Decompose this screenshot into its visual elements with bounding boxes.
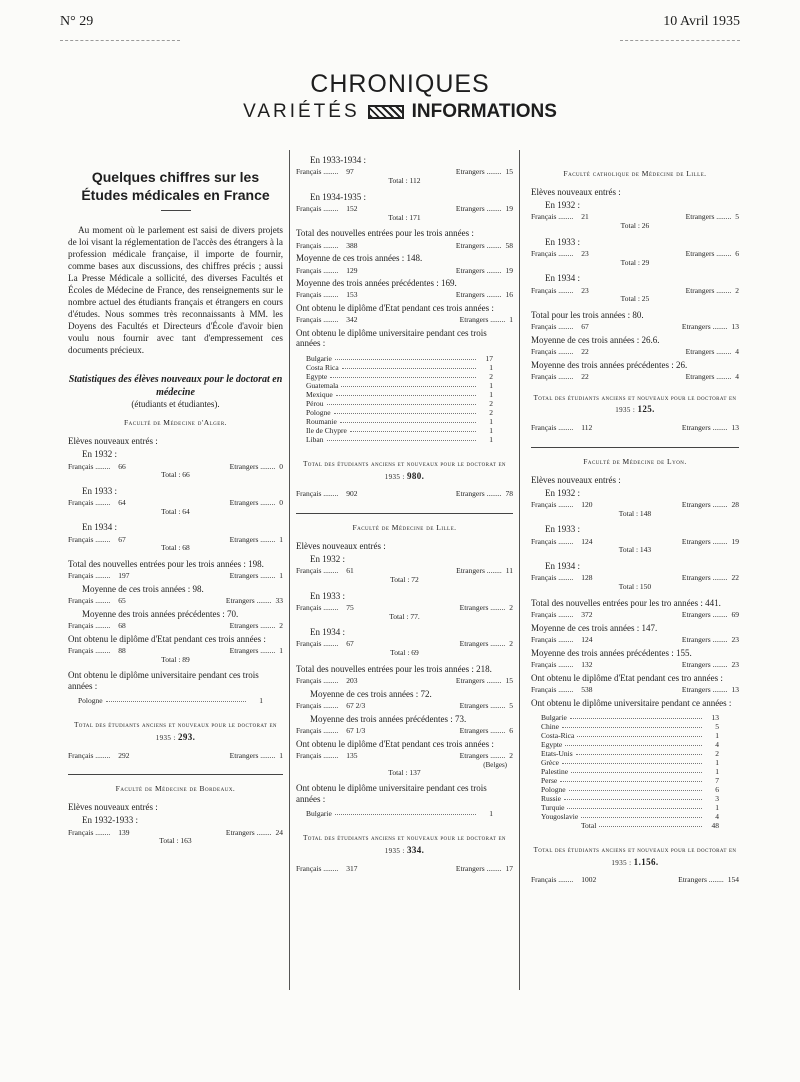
year-label: En 1934-1935 : bbox=[310, 191, 366, 202]
country-row: Chine 5 bbox=[541, 721, 719, 731]
stats-subtitle: (étudiants et étudiantes). bbox=[131, 398, 220, 409]
year-label: En 1933 : bbox=[310, 590, 345, 601]
diploma-total: Total : 137 bbox=[388, 767, 421, 777]
grand-total: Total des étudiants anciens et nouveaux pour le doctorat en 1935 : 125. bbox=[533, 393, 737, 415]
count-row: Français ........ 68 Etrangers ........ 2 bbox=[68, 621, 283, 631]
year-total: Total : 68 bbox=[161, 543, 190, 553]
country-row: Egypte 4 bbox=[541, 739, 719, 749]
three-year-total: Total pour les trois années : 80. bbox=[531, 309, 644, 320]
count-row: Français ........ 120 Etrangers ........ 28 bbox=[531, 500, 739, 510]
year-label: En 1932-1933 : bbox=[82, 815, 138, 826]
article-title: Quelques chiffres sur les Études médicales en France bbox=[81, 169, 270, 204]
univ-diploma-label: Ont obtenu le diplôme universitaire pendant ce années : bbox=[531, 697, 732, 708]
year-total: Total : 72 bbox=[390, 574, 419, 584]
year-total: Total : 69 bbox=[390, 648, 419, 658]
column-1 bbox=[68, 150, 283, 852]
faculty-bordeaux-heading: Faculté de Médecine de Bordeaux. bbox=[115, 784, 236, 794]
country-row: Pérou 2 bbox=[306, 398, 493, 408]
count-row: Français ........ 67 1/3 Etrangers ........ 6 bbox=[296, 726, 513, 735]
count-row: Français ........ 67 Etrangers ........ 13 bbox=[531, 322, 739, 332]
country-row: Yougoslavie 4 bbox=[541, 811, 719, 821]
stats-title: Statistiques des élèves nouveaux pour le doctorat en médecine bbox=[68, 373, 283, 398]
count-row: Français ........ 132 Etrangers ........ 23 bbox=[531, 659, 739, 669]
three-year-total: Total des nouvelles entrées pour les trois années : bbox=[296, 228, 474, 239]
count-row: Français ........ 538 Etrangers ........ 13 bbox=[531, 684, 739, 694]
header-rule-right bbox=[620, 40, 740, 41]
state-diploma-label: Ont obtenu le diplôme d'Etat pendant ces trois années : bbox=[296, 738, 494, 749]
count-row: Français ........ 152 Etrangers ........ 19 bbox=[296, 203, 513, 213]
country-row: Guatemala 1 bbox=[306, 380, 493, 390]
column-3 bbox=[531, 160, 739, 885]
count-row: Français ........ 22 Etrangers ........ 4 bbox=[531, 372, 739, 382]
page-header bbox=[60, 14, 740, 42]
year-total: Total : 25 bbox=[620, 294, 650, 304]
column-rule-2 bbox=[519, 150, 520, 990]
masthead-informations: INFORMATIONS bbox=[411, 101, 557, 122]
year-total: Total : 171 bbox=[388, 212, 421, 222]
count-row: Français ........ 902 Etrangers ........ 78 bbox=[296, 489, 513, 499]
diploma-total: Total : 89 bbox=[161, 654, 190, 664]
country-row: Pologne 1 bbox=[78, 696, 263, 706]
univ-diploma-label: Ont obtenu le diplôme universitaire pendant ces trois années : bbox=[296, 328, 487, 349]
title-rule bbox=[161, 210, 191, 211]
state-diploma-label: Ont obtenu le diplôme d'Etat pendant ces trois années : bbox=[68, 633, 266, 644]
year-label: En 1933 : bbox=[545, 236, 580, 247]
previous-average: Moyenne des trois années précédentes : 70. bbox=[82, 608, 239, 619]
issue-number: N° 29 bbox=[60, 14, 94, 29]
count-row: Français ........ 67 Etrangers ........ 1 bbox=[68, 534, 283, 544]
year-label: En 1934 : bbox=[545, 273, 580, 284]
average: Moyenne de ces trois années : 148. bbox=[296, 253, 423, 264]
country-row: Perse 7 bbox=[541, 775, 719, 785]
previous-average: Moyenne des trois années précédentes : 73. bbox=[310, 713, 467, 724]
univ-diploma-label: Ont obtenu le diplôme universitaire pendant ces trois années : bbox=[296, 783, 487, 804]
article-intro: Au moment où le parlement est saisi de divers projets de loi visant la réglementation de l'accès des étrangers à la profession médicale française, il importe de fournir, comme bases aux discussions, des chiffres précis ; aussi La Presse Médicale a sollicité, des diverses Facultés et Écoles de Médecine de France, des renseignements sur le nombre actuel des étudiants français et étrangers en cours d'études. Nous sommes très reconnaissants à MM. les Doyens des Facultés et Directeurs d'École d'avoir bien voulu nous fournir avec tant d'empressement ces documents précieux. bbox=[68, 225, 283, 355]
count-row: Français ........ 197 Etrangers ........ 1 bbox=[68, 571, 283, 581]
masthead-varietes: VARIÉTÉS bbox=[243, 101, 360, 122]
count-row: Français ........ 22 Etrangers ........ 4 bbox=[531, 347, 739, 357]
count-row: Français ........ 342 Etrangers ........ 1 bbox=[296, 315, 513, 325]
country-row: Liban 1 bbox=[306, 434, 493, 444]
count-row: Français ........ 124 Etrangers ........ 19 bbox=[531, 536, 739, 546]
grand-total: Total des étudiants anciens et nouveaux pour le doctorat en 1935 : 293. bbox=[74, 721, 277, 742]
new-entries-label: Elèves nouveaux entrés : bbox=[531, 186, 621, 197]
country-row: Etats-Unis 2 bbox=[541, 748, 719, 758]
year-label: En 1933 : bbox=[82, 485, 117, 496]
year-label: En 1932 : bbox=[82, 449, 117, 460]
year-label: En 1934 : bbox=[82, 522, 117, 533]
count-row: Français ........ 112 Etrangers ........ 13 bbox=[531, 423, 739, 433]
header-rule-left bbox=[60, 40, 180, 41]
year-total: Total : 66 bbox=[161, 470, 190, 480]
count-row: Français ........ 135 Etrangers ........ 2 bbox=[296, 750, 513, 760]
grand-total: Total des étudiants anciens et nouveaux pour le doctorat en 1935 : 1.156. bbox=[533, 845, 737, 867]
count-row: Français ........ 65 Etrangers ........ 33 bbox=[68, 596, 283, 606]
country-table bbox=[296, 352, 513, 448]
country-row: Bulgarie 13 bbox=[541, 712, 719, 722]
previous-average: Moyenne des trois années précédentes : 155. bbox=[531, 647, 692, 658]
count-row: Français ........ 1002 Etrangers ........ 154 bbox=[531, 875, 739, 885]
faculty-lille-heading: Faculté de Médecine de Lille. bbox=[352, 522, 457, 532]
country-row: Mexique 1 bbox=[306, 389, 493, 399]
year-total: Total : 29 bbox=[620, 257, 650, 267]
state-diploma-label: Ont obtenu le diplôme d'Etat pendant ces trois années : bbox=[296, 303, 494, 314]
column-2 bbox=[296, 152, 513, 873]
year-total: Total : 64 bbox=[161, 506, 190, 516]
three-year-total: Total des nouvelles entrées pour les trois années : 218. bbox=[296, 663, 492, 674]
country-row: Costa-Rica 1 bbox=[541, 730, 719, 740]
country-table bbox=[296, 807, 513, 822]
section-divider bbox=[531, 447, 739, 448]
count-row: Français ........ 66 Etrangers ........ 0 bbox=[68, 461, 283, 471]
country-row: Grèce 1 bbox=[541, 757, 719, 767]
country-row: Egypte 2 bbox=[306, 371, 493, 381]
year-label: En 1934 : bbox=[310, 627, 345, 638]
average: Moyenne de ces trois années : 26.6. bbox=[531, 334, 660, 345]
count-row: Français ........ 61 Etrangers ........ 11 bbox=[296, 566, 513, 576]
count-row: Français ........ 292 Etrangers ........ 1 bbox=[68, 750, 283, 760]
masthead-subtitle bbox=[0, 101, 800, 123]
country-row: Bulgarie 1 bbox=[306, 808, 493, 818]
year-label: En 1932 : bbox=[545, 199, 580, 210]
issue-date: 10 Avril 1935 bbox=[663, 14, 740, 29]
year-label: En 1932 : bbox=[310, 553, 345, 564]
country-table bbox=[531, 711, 739, 834]
univ-diploma-label: Ont obtenu le diplôme universitaire pendant ces trois années : bbox=[68, 670, 259, 691]
column-rule-1 bbox=[289, 150, 290, 990]
country-table bbox=[68, 694, 283, 709]
country-row: Turquie 1 bbox=[541, 802, 719, 812]
country-row: Costa Rica 1 bbox=[306, 362, 493, 372]
average: Moyenne de ces trois années : 147. bbox=[531, 622, 658, 633]
year-total: Total : 143 bbox=[618, 545, 652, 555]
masthead bbox=[0, 70, 800, 123]
count-row: Français ........ 75 Etrangers ........ 2 bbox=[296, 602, 513, 612]
faculty-lille-catholique-heading: Faculté catholique de Médecine de Lille. bbox=[563, 169, 707, 178]
section-divider bbox=[296, 513, 513, 514]
new-entries-label: Elèves nouveaux entrés : bbox=[68, 435, 158, 446]
count-row: Français ........ 203 Etrangers ........ 15 bbox=[296, 676, 513, 686]
previous-average: Moyenne des trois années précédentes : 169. bbox=[296, 278, 457, 289]
faculty-alger-heading: Faculté de Médecine d'Alger. bbox=[123, 418, 228, 428]
year-label: En 1934 : bbox=[545, 561, 580, 572]
year-total: Total : 163 bbox=[159, 836, 192, 846]
country-row: Russie 3 bbox=[541, 793, 719, 803]
average: Moyenne de ces trois années : 98. bbox=[82, 583, 204, 594]
country-row: Palestine 1 bbox=[541, 766, 719, 776]
masthead-chroniques: CHRONIQUES bbox=[310, 70, 490, 98]
count-row: Français ........ 129 Etrangers ........ 19 bbox=[296, 265, 513, 275]
country-row: Pologne 2 bbox=[306, 407, 493, 417]
count-row: Français ........ 23 Etrangers ........ 2 bbox=[531, 285, 739, 295]
count-row: Français ........ 139 Etrangers ........ 24 bbox=[68, 827, 283, 837]
count-row: Français ........ 97 Etrangers ........ 15 bbox=[296, 167, 513, 177]
country-row: Ile de Chypre 1 bbox=[306, 425, 493, 435]
country-row: Pologne 6 bbox=[541, 784, 719, 794]
count-row: Français ........ 372 Etrangers ........ 69 bbox=[531, 609, 739, 619]
country-row: Roumanie 1 bbox=[306, 416, 493, 426]
grand-total: Total des étudiants anciens et nouveaux pour le doctorat en 1935 : 980. bbox=[303, 459, 506, 481]
count-row: Français ........ 124 Etrangers ........ 23 bbox=[531, 634, 739, 644]
count-row: Français ........ 23 Etrangers ........ 6 bbox=[531, 248, 739, 258]
new-entries-label: Elèves nouveaux entrés : bbox=[296, 540, 386, 551]
year-total: Total : 77. bbox=[389, 611, 420, 621]
year-total: Total : 150 bbox=[618, 582, 652, 591]
count-row: Français ........ 88 Etrangers ........ 1 bbox=[68, 646, 283, 656]
ornament-icon bbox=[368, 105, 404, 119]
count-row: Français ........ 128 Etrangers ........ 22 bbox=[531, 573, 739, 583]
new-entries-label: Elèves nouveaux entrés : bbox=[68, 801, 158, 812]
count-row: Français ........ 67 2/3 Etrangers ........ 5 bbox=[296, 701, 513, 711]
count-row: Français ........ 153 Etrangers ........ 16 bbox=[296, 290, 513, 300]
year-label: En 1933 : bbox=[545, 524, 580, 535]
count-row: Français ........ 317 Etrangers ........ 17 bbox=[296, 863, 513, 873]
three-year-total: Total des nouvelles entrées pour les tro années : 441. bbox=[531, 597, 721, 608]
count-row: Français ........ 388 Etrangers ........ 58 bbox=[296, 240, 513, 250]
section-divider bbox=[68, 774, 283, 775]
country-total-row: Total 48 bbox=[581, 820, 719, 830]
count-row: Français ........ 67 Etrangers ........ 2 bbox=[296, 639, 513, 649]
grand-total: Total des étudiants anciens et nouveaux pour le doctorat en 1935 : 334. bbox=[303, 833, 506, 855]
average: Moyenne de ces trois années : 72. bbox=[310, 688, 432, 699]
year-total: Total : 26 bbox=[620, 220, 650, 230]
count-row: Français ........ 64 Etrangers ........ 0 bbox=[68, 498, 283, 508]
year-total: Total : 112 bbox=[388, 175, 421, 185]
three-year-total: Total des nouvelles entrées pour les trois années : 198. bbox=[68, 558, 264, 569]
year-label: En 1933-1934 : bbox=[310, 155, 366, 165]
country-row: Bulgarie 17 bbox=[306, 353, 493, 363]
year-label: En 1932 : bbox=[545, 487, 580, 498]
count-row: Français ........ 21 Etrangers ........ 5 bbox=[531, 212, 739, 222]
new-entries-label: Elèves nouveaux entrés : bbox=[531, 474, 621, 485]
previous-average: Moyenne des trois années précédentes : 26. bbox=[531, 359, 688, 370]
faculty-lyon-heading: Faculté de Médecine de Lyon. bbox=[583, 456, 687, 466]
year-total: Total : 148 bbox=[618, 508, 652, 518]
state-diploma-label: Ont obtenu le diplôme d'Etat pendant ces tro années : bbox=[531, 672, 723, 683]
diploma-note: (Belges) bbox=[483, 760, 507, 769]
